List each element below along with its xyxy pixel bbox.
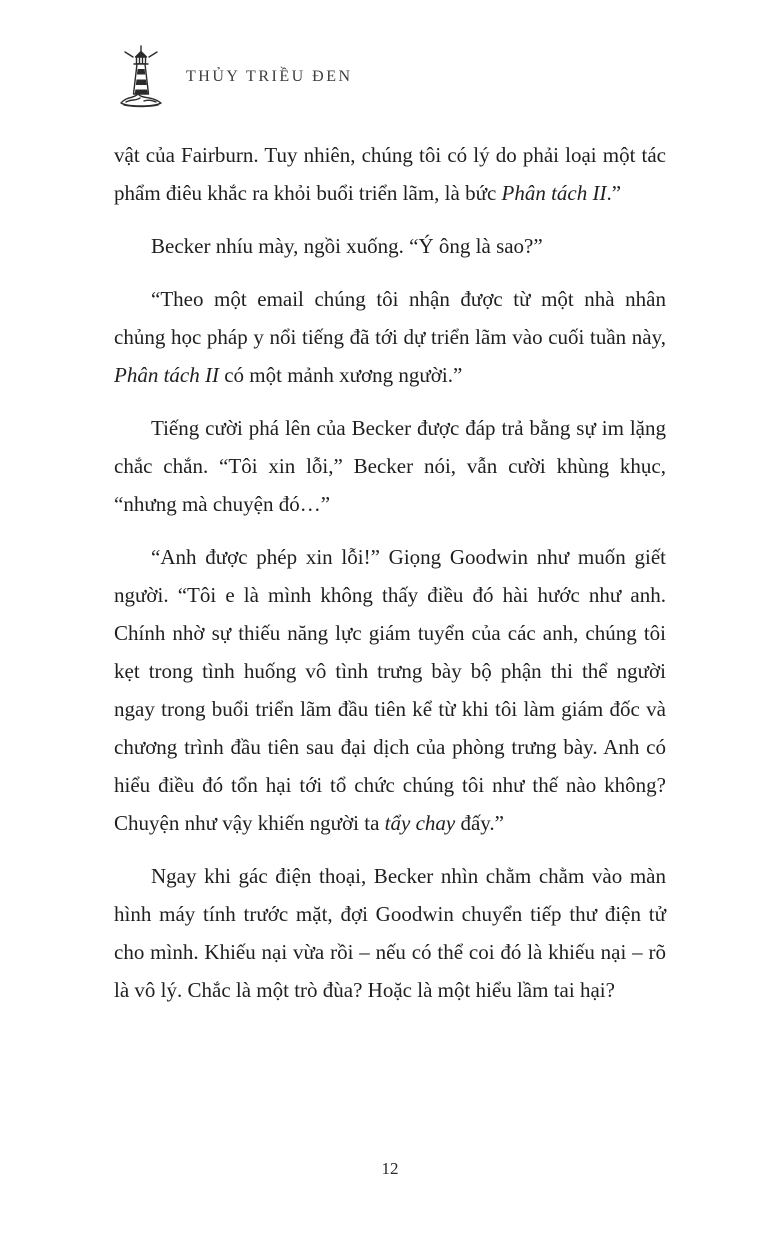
paragraph bbox=[114, 227, 666, 265]
text-run: Becker nhíu mày, ngồi xuống. “Ý ông là sao?” bbox=[151, 234, 543, 258]
italic-text-run: Phân tách II bbox=[114, 363, 219, 387]
italic-text-run: tẩy chay bbox=[384, 811, 456, 835]
page-number: 12 bbox=[381, 1159, 399, 1178]
page-body bbox=[114, 136, 666, 1009]
text-run: Tiếng cười phá lên của Becker được đáp trả bằng sự im lặng chắc chắn. “Tôi xin lỗi,” Becker nói, vẫn cười khùng khục, “nhưng mà chuyện đó…” bbox=[114, 416, 666, 516]
paragraph bbox=[114, 857, 666, 1009]
text-run: Ngay khi gác điện thoại, Becker nhìn chằm chằm vào màn hình máy tính trước mặt, đợi Goodwin chuyển tiếp thư điện tử cho mình. Khiếu nại vừa rồi – nếu có thể coi đó là khiếu nại – rõ là vô lý. Chắc là một trò đùa? Hoặc là một hiểu lầm tai hại? bbox=[114, 864, 666, 1002]
page-footer bbox=[0, 1159, 780, 1179]
page-header bbox=[114, 0, 666, 112]
paragraph bbox=[114, 538, 666, 842]
book-title: THỦY TRIỀU ĐEN bbox=[186, 68, 353, 85]
text-run: “Theo một email chúng tôi nhận được từ một nhà nhân chủng học pháp y nổi tiếng đã tới dự triển lãm vào cuối tuần này, bbox=[114, 287, 666, 349]
text-run: vật của Fairburn. Tuy nhiên, chúng tôi có lý do phải loại một tác phẩm điêu khắc ra khỏi buổi triển lãm, là bức bbox=[114, 143, 666, 205]
italic-text-run: Phân tách II bbox=[501, 181, 607, 205]
text-run: .” bbox=[606, 181, 622, 205]
lighthouse-icon bbox=[114, 43, 168, 111]
paragraph bbox=[114, 409, 666, 523]
text-run: có một mảnh xương người.” bbox=[218, 363, 463, 387]
paragraph bbox=[114, 280, 666, 394]
text-run: “Anh được phép xin lỗi!” Giọng Goodwin như muốn giết người. “Tôi e là mình không thấy điều đó hài hước như anh. Chính nhờ sự thiếu năng lực giám tuyển của các anh, chúng tôi kẹt trong tình huống vô tình trưng bày bộ phận thi thể người ngay trong buổi triển lãm đầu tiên kể từ khi tôi làm giám đốc và chương trình đầu tiên sau đại dịch của phòng trưng bày. Anh có hiểu điều đó tổn hại tới tổ chức chúng tôi như thế nào không? Chuyện như vậy khiến người ta bbox=[114, 545, 666, 835]
paragraph bbox=[114, 136, 666, 212]
text-run: đấy.” bbox=[455, 811, 504, 835]
